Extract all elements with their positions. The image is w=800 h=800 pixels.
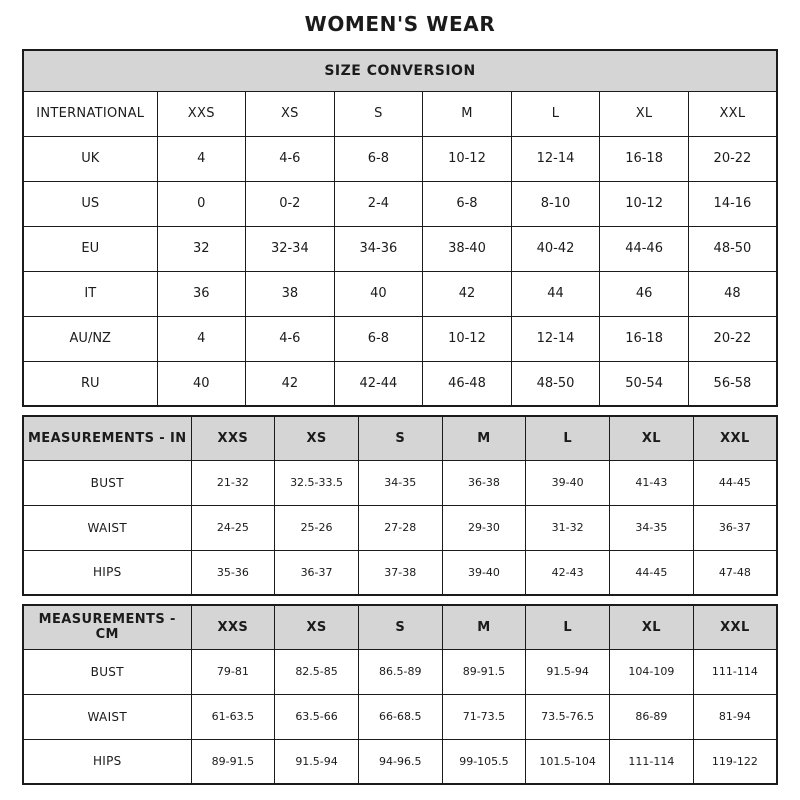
- row-label: AU/NZ: [23, 316, 157, 361]
- value-cell: 104-109: [610, 649, 694, 694]
- value-cell: 37-38: [358, 550, 442, 595]
- table-row: [23, 550, 777, 595]
- value-cell: 4: [157, 136, 246, 181]
- column-header-row: [23, 416, 777, 460]
- value-cell: 44-46: [600, 226, 689, 271]
- value-cell: 38: [246, 271, 335, 316]
- row-label: RU: [23, 361, 157, 406]
- size-column-label: S: [358, 605, 442, 649]
- value-cell: 6-8: [334, 316, 423, 361]
- size-column-label: XXL: [688, 91, 777, 136]
- size-column-label: XXS: [191, 416, 275, 460]
- size-column-label: XL: [600, 91, 689, 136]
- size-column-label: M: [442, 416, 526, 460]
- size-column-label: XL: [610, 605, 694, 649]
- value-cell: 40-42: [511, 226, 600, 271]
- value-cell: 36: [157, 271, 246, 316]
- row-label: WAIST: [23, 505, 191, 550]
- value-cell: 91.5-94: [526, 649, 610, 694]
- row-label: UK: [23, 136, 157, 181]
- value-cell: 10-12: [600, 181, 689, 226]
- value-cell: 47-48: [693, 550, 777, 595]
- value-cell: 82.5-85: [275, 649, 359, 694]
- value-cell: 0: [157, 181, 246, 226]
- value-cell: 12-14: [511, 136, 600, 181]
- value-cell: 24-25: [191, 505, 275, 550]
- size-column-label: XXS: [157, 91, 246, 136]
- size-conversion-table: [22, 49, 778, 407]
- table-row: [23, 271, 777, 316]
- value-cell: 63.5-66: [275, 694, 359, 739]
- row-label: WAIST: [23, 694, 191, 739]
- value-cell: 56-58: [688, 361, 777, 406]
- value-cell: 20-22: [688, 316, 777, 361]
- value-cell: 10-12: [423, 316, 512, 361]
- row-header-column-label: MEASUREMENTS - IN: [23, 416, 191, 460]
- value-cell: 111-114: [610, 739, 694, 784]
- page-title: WOMEN'S WEAR: [304, 12, 496, 36]
- row-label: BUST: [23, 460, 191, 505]
- value-cell: 36-38: [442, 460, 526, 505]
- size-column-label: S: [334, 91, 423, 136]
- value-cell: 8-10: [511, 181, 600, 226]
- size-column-label: L: [511, 91, 600, 136]
- value-cell: 10-12: [423, 136, 512, 181]
- value-cell: 48: [688, 271, 777, 316]
- value-cell: 111-114: [693, 649, 777, 694]
- value-cell: 46-48: [423, 361, 512, 406]
- value-cell: 79-81: [191, 649, 275, 694]
- size-column-label: XL: [610, 416, 694, 460]
- column-header-row: [23, 91, 777, 136]
- value-cell: 14-16: [688, 181, 777, 226]
- table-row: [23, 361, 777, 406]
- value-cell: 50-54: [600, 361, 689, 406]
- value-cell: 42-43: [526, 550, 610, 595]
- value-cell: 6-8: [334, 136, 423, 181]
- table-row: [23, 136, 777, 181]
- value-cell: 119-122: [693, 739, 777, 784]
- value-cell: 44-45: [693, 460, 777, 505]
- value-cell: 29-30: [442, 505, 526, 550]
- value-cell: 35-36: [191, 550, 275, 595]
- measurements-cm-table: [22, 604, 778, 785]
- measurements-in-table: [22, 415, 778, 596]
- value-cell: 2-4: [334, 181, 423, 226]
- value-cell: 39-40: [442, 550, 526, 595]
- value-cell: 42-44: [334, 361, 423, 406]
- value-cell: 12-14: [511, 316, 600, 361]
- value-cell: 99-105.5: [442, 739, 526, 784]
- value-cell: 89-91.5: [191, 739, 275, 784]
- table-row: [23, 694, 777, 739]
- size-column-label: M: [442, 605, 526, 649]
- table-row: [23, 739, 777, 784]
- value-cell: 31-32: [526, 505, 610, 550]
- value-cell: 36-37: [275, 550, 359, 595]
- size-column-label: XXL: [693, 605, 777, 649]
- value-cell: 4-6: [246, 316, 335, 361]
- size-column-label: XXL: [693, 416, 777, 460]
- value-cell: 81-94: [693, 694, 777, 739]
- value-cell: 89-91.5: [442, 649, 526, 694]
- row-label: HIPS: [23, 739, 191, 784]
- value-cell: 66-68.5: [358, 694, 442, 739]
- value-cell: 71-73.5: [442, 694, 526, 739]
- value-cell: 94-96.5: [358, 739, 442, 784]
- table-row: [23, 505, 777, 550]
- value-cell: 41-43: [610, 460, 694, 505]
- table-row: [23, 226, 777, 271]
- value-cell: 73.5-76.5: [526, 694, 610, 739]
- row-header-column-label: INTERNATIONAL: [23, 91, 157, 136]
- value-cell: 20-22: [688, 136, 777, 181]
- size-column-label: XS: [275, 605, 359, 649]
- size-column-label: XS: [275, 416, 359, 460]
- table-row: [23, 649, 777, 694]
- value-cell: 40: [334, 271, 423, 316]
- value-cell: 0-2: [246, 181, 335, 226]
- value-cell: 48-50: [511, 361, 600, 406]
- row-label: US: [23, 181, 157, 226]
- table-row: [23, 181, 777, 226]
- size-column-label: L: [526, 416, 610, 460]
- size-column-label: XS: [246, 91, 335, 136]
- value-cell: 27-28: [358, 505, 442, 550]
- value-cell: 61-63.5: [191, 694, 275, 739]
- value-cell: 16-18: [600, 316, 689, 361]
- value-cell: 91.5-94: [275, 739, 359, 784]
- value-cell: 42: [246, 361, 335, 406]
- value-cell: 6-8: [423, 181, 512, 226]
- row-label: HIPS: [23, 550, 191, 595]
- table-row: [23, 460, 777, 505]
- value-cell: 40: [157, 361, 246, 406]
- value-cell: 34-35: [610, 505, 694, 550]
- table-row: [23, 316, 777, 361]
- value-cell: 101.5-104: [526, 739, 610, 784]
- value-cell: 25-26: [275, 505, 359, 550]
- value-cell: 32: [157, 226, 246, 271]
- value-cell: 4: [157, 316, 246, 361]
- value-cell: 48-50: [688, 226, 777, 271]
- size-column-label: XXS: [191, 605, 275, 649]
- row-label: IT: [23, 271, 157, 316]
- column-header-row: [23, 605, 777, 649]
- value-cell: 38-40: [423, 226, 512, 271]
- value-cell: 46: [600, 271, 689, 316]
- row-header-column-label: MEASUREMENTS - CM: [23, 605, 191, 649]
- size-column-label: S: [358, 416, 442, 460]
- value-cell: 32.5-33.5: [275, 460, 359, 505]
- value-cell: 86.5-89: [358, 649, 442, 694]
- value-cell: 36-37: [693, 505, 777, 550]
- value-cell: 42: [423, 271, 512, 316]
- value-cell: 34-36: [334, 226, 423, 271]
- section-header-row: [23, 50, 777, 91]
- value-cell: 16-18: [600, 136, 689, 181]
- value-cell: 34-35: [358, 460, 442, 505]
- value-cell: 4-6: [246, 136, 335, 181]
- size-column-label: L: [526, 605, 610, 649]
- section-header: SIZE CONVERSION: [23, 50, 777, 91]
- value-cell: 21-32: [191, 460, 275, 505]
- value-cell: 44: [511, 271, 600, 316]
- size-column-label: M: [423, 91, 512, 136]
- row-label: EU: [23, 226, 157, 271]
- value-cell: 44-45: [610, 550, 694, 595]
- value-cell: 39-40: [526, 460, 610, 505]
- value-cell: 32-34: [246, 226, 335, 271]
- value-cell: 86-89: [610, 694, 694, 739]
- row-label: BUST: [23, 649, 191, 694]
